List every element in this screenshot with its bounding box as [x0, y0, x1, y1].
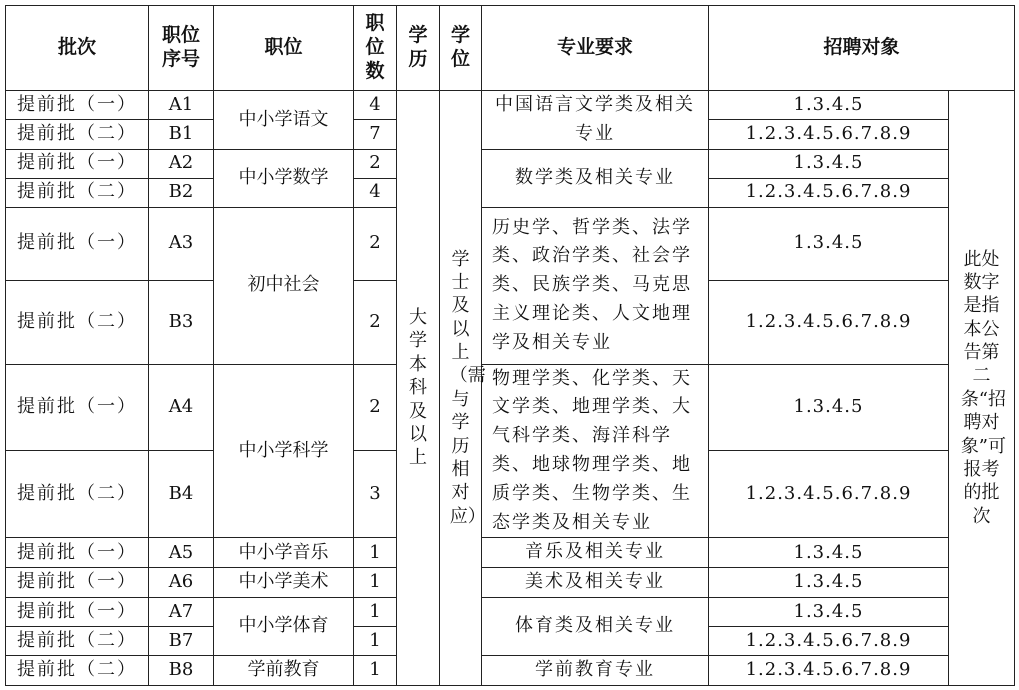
- table-row: [6, 149, 1015, 178]
- count-cell: 4: [354, 91, 397, 120]
- code-cell: A1: [149, 91, 214, 120]
- position-cell: 中小学音乐: [214, 538, 354, 568]
- code-cell: B3: [149, 280, 214, 364]
- batch-cell: 提前批（二）: [6, 280, 149, 364]
- major-cell: 数学类及相关专业: [482, 149, 709, 207]
- header-count: 职位数: [354, 6, 397, 91]
- header-degree: 学位: [440, 6, 482, 91]
- major-cell: 学前教育专业: [482, 655, 709, 685]
- header-position: 职位: [214, 6, 354, 91]
- table-row: [6, 364, 1015, 451]
- count-cell: 2: [354, 280, 397, 364]
- count-cell: 4: [354, 178, 397, 207]
- table-row: [6, 597, 1015, 626]
- target-note-cell: 此处数字是指本公告第二条“招聘对象”可报考的批次: [949, 91, 1015, 686]
- header-education: 学历: [397, 6, 440, 91]
- major-cell: 体育类及相关专业: [482, 597, 709, 655]
- table-row: [6, 91, 1015, 120]
- count-cell: 3: [354, 451, 397, 538]
- table-row: [6, 568, 1015, 598]
- position-cell: 中小学数学: [214, 149, 354, 207]
- target-cell: 1.2.3.4.5.6.7.8.9: [709, 120, 949, 149]
- code-cell: A7: [149, 597, 214, 626]
- target-cell: 1.2.3.4.5.6.7.8.9: [709, 655, 949, 685]
- recruitment-table: [5, 5, 1015, 686]
- position-cell: 初中社会: [214, 207, 354, 364]
- target-cell: 1.2.3.4.5.6.7.8.9: [709, 178, 949, 207]
- code-cell: B8: [149, 655, 214, 685]
- batch-cell: 提前批（一）: [6, 538, 149, 568]
- major-cell: 音乐及相关专业: [482, 538, 709, 568]
- position-cell: 中小学语文: [214, 91, 354, 150]
- table-row: [6, 655, 1015, 685]
- position-cell: 中小学体育: [214, 597, 354, 655]
- position-cell: 中小学科学: [214, 364, 354, 538]
- target-cell: 1.3.4.5: [709, 364, 949, 451]
- code-cell: A3: [149, 207, 214, 280]
- code-cell: B2: [149, 178, 214, 207]
- batch-cell: 提前批（二）: [6, 626, 149, 655]
- count-cell: 2: [354, 149, 397, 178]
- target-cell: 1.3.4.5: [709, 91, 949, 120]
- count-cell: 2: [354, 207, 397, 280]
- count-cell: 1: [354, 655, 397, 685]
- education-cell: 大学本科及以上: [397, 91, 440, 686]
- batch-cell: 提前批（二）: [6, 451, 149, 538]
- table-row: [6, 207, 1015, 280]
- code-cell: B4: [149, 451, 214, 538]
- header-major: 专业要求: [482, 6, 709, 91]
- major-cell: 物理学类、化学类、天文学类、地理学类、大气科学类、海洋科学类、地球物理学类、地质学类、生物学类、生态学类及相关专业: [482, 364, 709, 538]
- target-cell: 1.3.4.5: [709, 207, 949, 280]
- batch-cell: 提前批（一）: [6, 568, 149, 598]
- target-cell: 1.2.3.4.5.6.7.8.9: [709, 280, 949, 364]
- batch-cell: 提前批（一）: [6, 597, 149, 626]
- major-cell: 历史学、哲学类、法学类、政治学类、社会学类、民族学类、马克思主义理论类、人文地理学及相关专业: [482, 207, 709, 364]
- count-cell: 1: [354, 597, 397, 626]
- batch-cell: 提前批（一）: [6, 91, 149, 120]
- target-cell: 1.2.3.4.5.6.7.8.9: [709, 626, 949, 655]
- degree-cell: 学士及以上（需与学历相对应）: [440, 91, 482, 686]
- batch-cell: 提前批（二）: [6, 178, 149, 207]
- major-cell: 美术及相关专业: [482, 568, 709, 598]
- target-cell: 1.3.4.5: [709, 597, 949, 626]
- target-cell: 1.3.4.5: [709, 568, 949, 598]
- batch-cell: 提前批（二）: [6, 655, 149, 685]
- position-cell: 学前教育: [214, 655, 354, 685]
- header-batch: 批次: [6, 6, 149, 91]
- header-row: [6, 6, 1015, 91]
- batch-cell: 提前批（一）: [6, 364, 149, 451]
- count-cell: 1: [354, 538, 397, 568]
- code-cell: A2: [149, 149, 214, 178]
- header-code: 职位序号: [149, 6, 214, 91]
- table-row: [6, 538, 1015, 568]
- code-cell: A4: [149, 364, 214, 451]
- code-cell: B7: [149, 626, 214, 655]
- target-cell: 1.3.4.5: [709, 149, 949, 178]
- code-cell: A6: [149, 568, 214, 598]
- header-target: 招聘对象: [709, 6, 1015, 91]
- count-cell: 1: [354, 568, 397, 598]
- code-cell: B1: [149, 120, 214, 149]
- major-cell: 中国语言文学类及相关专业: [482, 91, 709, 150]
- position-cell: 中小学美术: [214, 568, 354, 598]
- count-cell: 1: [354, 626, 397, 655]
- target-cell: 1.3.4.5: [709, 538, 949, 568]
- code-cell: A5: [149, 538, 214, 568]
- batch-cell: 提前批（一）: [6, 149, 149, 178]
- target-cell: 1.2.3.4.5.6.7.8.9: [709, 451, 949, 538]
- count-cell: 7: [354, 120, 397, 149]
- count-cell: 2: [354, 364, 397, 451]
- batch-cell: 提前批（二）: [6, 120, 149, 149]
- batch-cell: 提前批（一）: [6, 207, 149, 280]
